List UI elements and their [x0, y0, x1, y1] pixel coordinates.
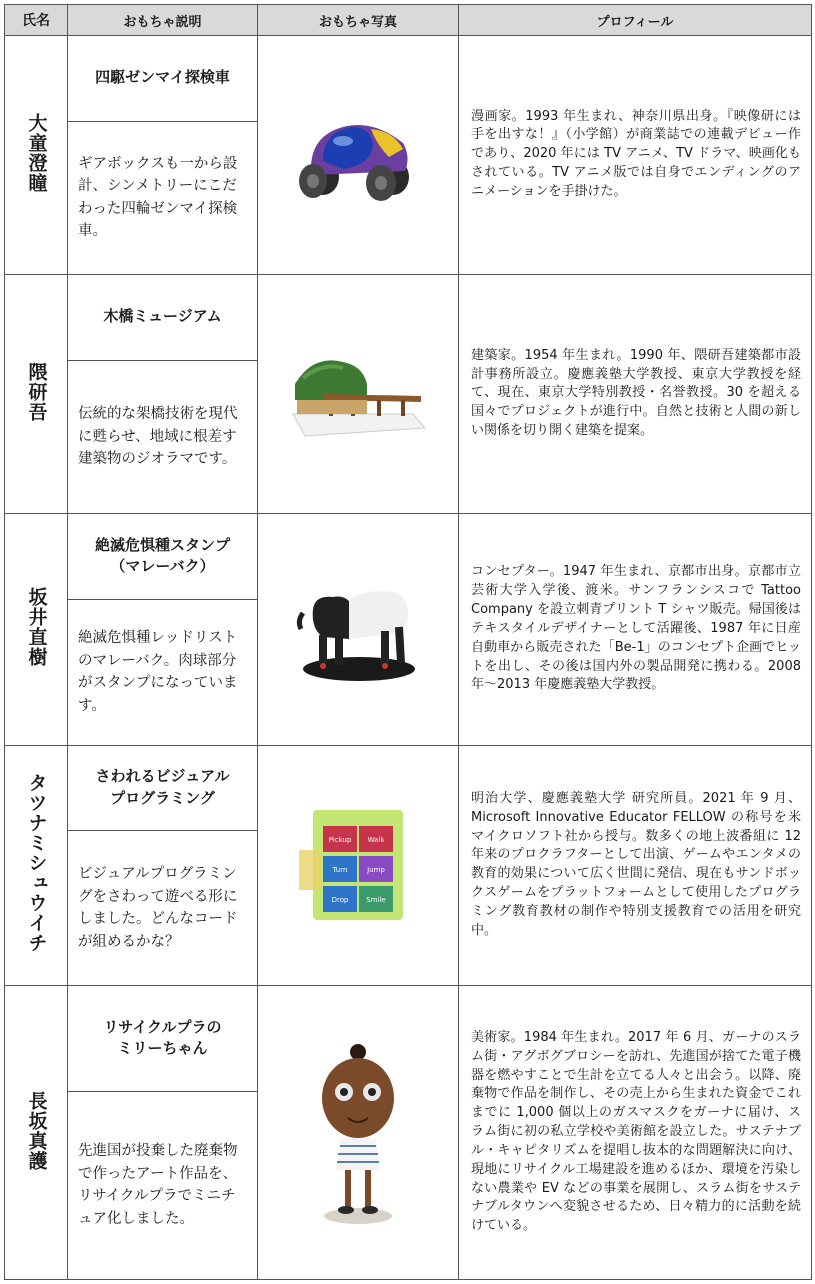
milly-figure-icon [308, 1038, 408, 1228]
toy-title: 四駆ゼンマイ探検車 [68, 36, 258, 122]
header-toy-desc: おもちゃ説明 [68, 5, 258, 36]
table-row [5, 745, 812, 831]
bridge-diorama-icon [283, 344, 433, 444]
toy-description: 絶滅危惧種レッドリストのマレーバク。肉球部分がスタンプになっています。 [68, 599, 258, 745]
profile-text: コンセプター。1947 年生まれ、京都市出身。京都市立芸術大学入学後、渡米。サンフランシスコで Tattoo Company を設立刺青プリント T シャツ販売。帰国後はテキスタイルデザイナーとして活躍後、1987 年に日産自動車から販売された「Be-1」のコンセプト企画でヒットを出し、その後は国内外の製品開発に携わる。2008 年～2013 年慶應義塾大学教授。 [459, 514, 812, 745]
block-label: Pickup [328, 836, 352, 845]
person-name: 坂井直樹 [25, 587, 48, 668]
toy-title: リサイクルプラの ミリーちゃん [68, 986, 258, 1092]
header-profile: プロフィール [459, 5, 812, 36]
toy-title: 木橋ミュージアム [68, 274, 258, 361]
toy-car-icon [293, 105, 423, 205]
profile-text: 明治大学、慶應義塾大学 研究所員。2021 年 9 月、Microsoft Innovative Educator FELLOW の称号を米マイクロソフト社から授与。数多くの地上波番組に 12 年来のプロクラフターとして出演、ゲームやエンタメの教育的効果について広く世間に発信、現在もサンドボックスゲームをプラットフォームとして使用したプログラミング教育教材の制作や特別支援教育での活用を研究中。 [459, 745, 812, 986]
name-cell [5, 36, 68, 275]
toy-photo [258, 514, 459, 745]
person-name: 隈研吾 [25, 361, 48, 422]
block-label: Smile [366, 896, 386, 905]
name-cell [5, 745, 68, 986]
header-toy-photo: おもちゃ写真 [258, 5, 459, 36]
table-row [5, 274, 812, 361]
toy-description: ビジュアルプログラミングをさわって遊べる形にしました。どんなコードが組めるかな？ [68, 831, 258, 986]
person-name: タツナミシュウイチ [25, 773, 48, 954]
toy-photo [258, 36, 459, 275]
programming-blocks-icon [293, 800, 423, 930]
person-name: 長坂真護 [25, 1090, 48, 1171]
toy-photo [258, 745, 459, 986]
header-row [5, 5, 812, 36]
table-row [5, 986, 812, 1092]
toy-photo [258, 274, 459, 514]
table-row [5, 514, 812, 600]
name-cell [5, 274, 68, 514]
toy-photo [258, 986, 459, 1280]
person-name: 大童澄瞳 [25, 112, 48, 193]
block-label: Walk [367, 836, 385, 845]
name-cell [5, 986, 68, 1280]
profile-text: 美術家。1984 年生まれ。2017 年 6 月、ガーナのスラム街・アグボグブロシーを訪れ、先進国が捨てた電子機器を燃やすことで生計を立てる人々と出会う。以降、廃棄物で作品を制作し、その売上から生まれた資金でこれまでに 1,000 個以上のガスマスクをガーナに届け、スラム街に初の私立学校や美術館を設立した。サステナブル・キャピタリズムを提唱し抜本的な問題解決に向け、現地にリサイクル工場建設を進めるほか、環境を汚染しない農業や EV などの事業を展開し、スラム街をサステナブルタウンへ変貌させるため、日々精力的に活動を続けている。 [459, 986, 812, 1280]
toy-title: さわれるビジュアル プログラミング [68, 745, 258, 831]
toy-description: 伝統的な架橋技術を現代に甦らせ、地域に根差す建築物のジオラマです。 [68, 361, 258, 514]
profile-text: 漫画家。1993 年生まれ、神奈川県出身。『映像研には手を出すな！』（小学館）が商業誌での連載デビュー作であり、2020 年には TV アニメ、TV ドラマ、映画化もされている。TV アニメ版では自身でエンディングのアニメーションを手掛けた。 [459, 36, 812, 275]
block-label: Drop [331, 896, 349, 905]
toy-table [4, 4, 812, 1280]
block-label: Jump [367, 866, 385, 875]
tapir-stamp-icon [293, 569, 423, 689]
toy-title: 絶滅危惧種スタンプ （マレーバク） [68, 514, 258, 600]
block-label: Turn [332, 866, 348, 875]
toy-description: ギアボックスも一から設計、シンメトリーにこだわった四輪ゼンマイ探検車。 [68, 121, 258, 274]
table-row [5, 36, 812, 122]
toy-description: 先進国が投棄した廃棄物で作ったアート作品を、リサイクルプラでミニチュア化しました。 [68, 1091, 258, 1279]
profile-text: 建築家。1954 年生まれ。1990 年、隈研吾建築都市設計事務所設立。慶應義塾大学教授、東京大学教授を経て、現在、東京大学特別教授・名誉教授。30 を超える国々でプロジェクトが進行中。自然と技術と人間の新しい関係を切り開く建築を提案。 [459, 274, 812, 514]
header-name: 氏名 [5, 5, 68, 36]
name-cell [5, 514, 68, 745]
